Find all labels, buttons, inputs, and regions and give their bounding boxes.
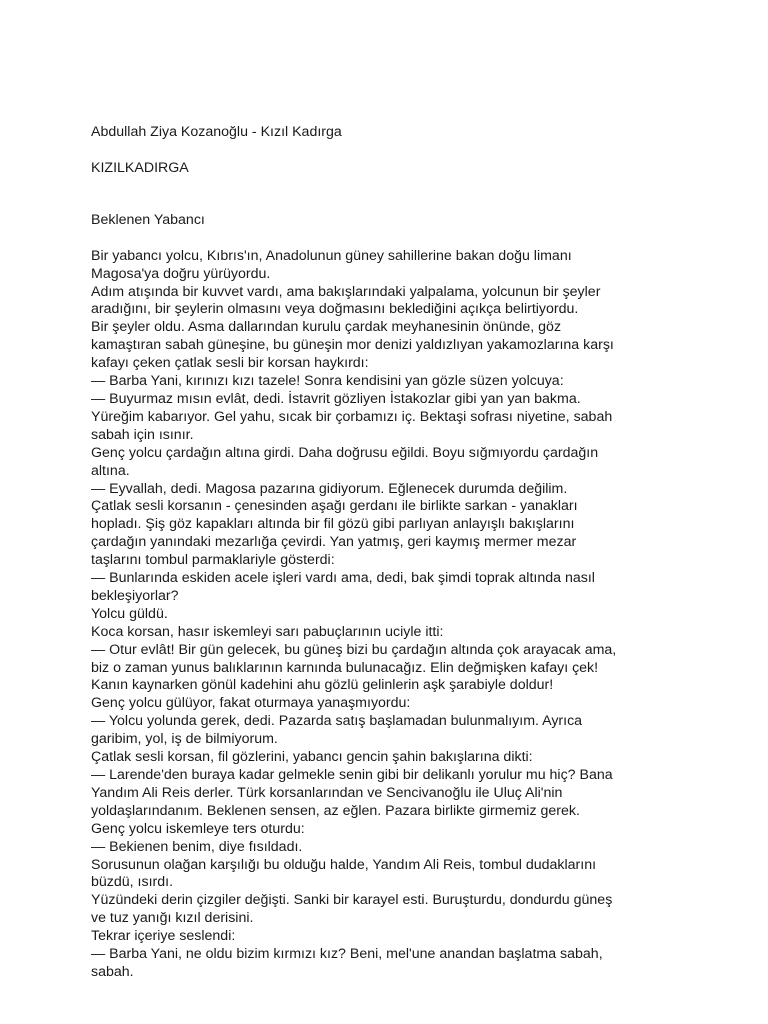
text-line: garibim, yol, iş de bilmiyorum. (91, 731, 278, 748)
text-line: Yüreğim kabarıyor. Gel yahu, sıcak bir çorbamızı iç. Bektaşi sofrası niyetine, sabah (91, 408, 613, 425)
text-line: Genç yolcu gülüyor, fakat oturmaya yanaşmıyordu: (91, 695, 411, 712)
text-line: Genç yolcu iskemleye ters oturdu: (91, 820, 305, 837)
text-line: — Barba Yani, ne oldu bizim kırmızı kız? Beni, mel'une anandan başlatma sabah, (91, 946, 603, 963)
text-line: bekleşiyorlar? (91, 587, 179, 604)
text-line: Genç yolcu çardağın altına girdi. Daha doğrusu eğildi. Boyu sığmıyordu çardağın (91, 444, 599, 461)
text-line: Sorusunun olağan karşılığı bu olduğu halde, Yandım Ali Reis, tombul dudaklarını (91, 856, 597, 873)
text-line: büzdü, ısırdı. (91, 874, 174, 891)
text-line: sabah. (91, 963, 134, 980)
document-body (91, 124, 711, 982)
text-line: kamaştıran sabah güneşine, bu güneşin mor denizi yaldızlıyan yakamozlarına karşı (91, 337, 614, 354)
text-line: Kanın kaynarken gönül kadehini ahu gözlü gelinlerin aşk şarabiyle doldur! (91, 677, 554, 694)
text-line: altına. (91, 462, 130, 479)
book-title: KIZILKADIRGA (91, 159, 189, 176)
text-line: — Larende'den buraya kadar gelmekle senin gibi bir delikanlı yorulur mu hiç? Bana (91, 767, 613, 783)
text-line: çardağın yanındaki mezarlığa çevirdi. Yan yatmış, geri kaymış mermer mezar (91, 534, 577, 551)
text-line: Adım atışında bir kuvvet vardı, ama bakışlarındaki yalpalama, yolcunun bir şeyler (91, 283, 601, 300)
text-line: Bir şeyler oldu. Asma dallarından kurulu çardak meyhanesinin önünde, göz (91, 319, 562, 336)
text-line: aradığını, bir şeylerin olmasını veya doğmasını beklediğini açıkça belirtiyordu. (91, 301, 579, 318)
text-line: yoldaşlarındanım. Beklenen sensen, az eğlen. Pazara birlikte girmemiz gerek. (91, 802, 580, 819)
text-line: hopladı. Şiş göz kapakları altında bir fil gözü gibi parlıyan anlayışlı bakışlarını (91, 516, 575, 533)
text-line: Bir yabancı yolcu, Kıbrıs'ın, Anadolunun güney sahillerine bakan doğu limanı (91, 247, 572, 264)
text-line: — Bekienen benim, diye fısıldadı. (91, 838, 303, 855)
text-line: ve tuz yanığı kızıl derisini. (91, 910, 254, 927)
text-line: Yolcu güldü. (91, 605, 168, 622)
text-line: — Yolcu yolunda gerek, dedi. Pazarda satış başlamadan bulunmalıyım. Ayrıca (91, 713, 583, 730)
text-line: Çatlak sesli korsanın - çenesinden aşağı gerdanı ile birlikte sarkan - yanakları (91, 498, 578, 515)
text-line: sabah için ısınır. (91, 426, 194, 443)
chapter-title: Beklenen Yabancı (91, 211, 205, 228)
text-line: Koca korsan, hasır iskemleyi sarı pabuçlarının uciyle itti: (91, 623, 444, 640)
text-line: — Barba Yani, kırınızı kızı tazele! Sonra kendisini yan gözle süzen yolcuya: (91, 373, 564, 390)
text-line: taşlarını tombul parmaklariyle gösterdi: (91, 552, 335, 569)
text-line: Yandım Ali Reis derler. Türk korsanlarından ve Sencivanoğlu ile Uluç Ali'nin (91, 784, 563, 801)
text-line: kafayı çeken çatlak sesli bir korsan haykırdı: (91, 355, 369, 372)
text-line: — Eyvallah, dedi. Magosa pazarına gidiyorum. Eğlenecek durumda değilim. (91, 480, 568, 497)
text-line: Tekrar içeriye seslendi: (91, 928, 236, 945)
text-line: Yüzündeki derin çizgiler değişti. Sanki bir karayel esti. Buruşturdu, dondurdu güneş (91, 892, 613, 909)
text-line: — Bunlarında eskiden acele işleri vardı ama, dedi, bak şimdi toprak altında nasıl (91, 570, 595, 587)
text-line: Çatlak sesli korsan, fil gözlerini, yabancı gencin şahin bakışlarına dikti: (91, 749, 533, 766)
text-line: — Otur evlât! Bir gün gelecek, bu güneş bizi bu çardağın altında çok arayacak ama, (91, 641, 617, 658)
chapter-text (91, 248, 711, 982)
text-line: Magosa'ya doğru yürüyordu. (91, 265, 271, 282)
text-line: — Buyurmaz mısın evlât, dedi. İstavrit gözliyen İstakozlar gibi yan yan bakma. (91, 390, 581, 407)
document-title: Abdullah Ziya Kozanoğlu - Kızıl Kadırga (91, 124, 342, 140)
text-line: biz o zaman yunus balıklarının karnında bulunacağız. Elin değmişken kafayı çek! (91, 659, 599, 676)
